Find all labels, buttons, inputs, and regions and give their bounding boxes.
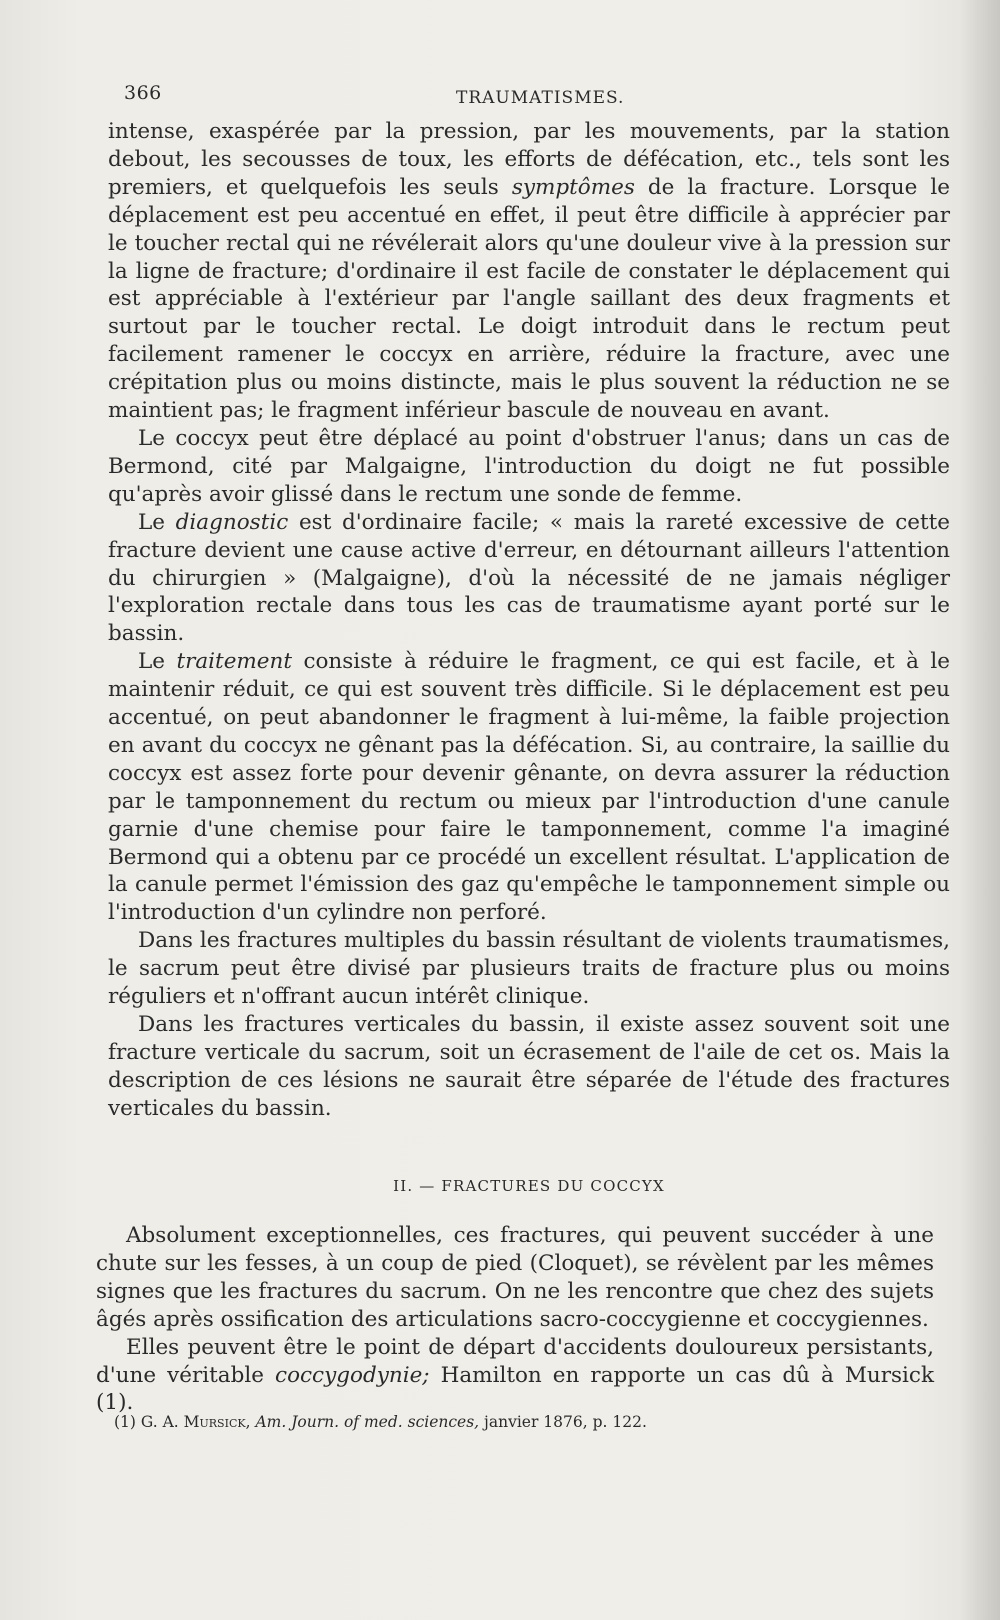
emphasis-diagnostic: diagnostic xyxy=(175,509,289,535)
footnote-reference[interactable]: (1) xyxy=(96,1390,127,1416)
page-number: 366 xyxy=(124,82,162,104)
footnote-journal: Am. Journ. of med. sciences, xyxy=(255,1413,480,1431)
footnote xyxy=(114,1412,934,1432)
footnote-author: G. A. Mursick, xyxy=(140,1413,251,1431)
paragraph-obstruction: Le coccyx peut être déplacé au point d'obstruer l'anus; dans un cas de Bermond, cité par Malgaigne, l'introduction du doigt ne fut possible qu'après avoir glissé dans le rectum une sonde de femme. xyxy=(108,425,950,507)
page-edge-shadow xyxy=(960,0,1000,1620)
emphasis-symptomes: symptômes xyxy=(511,174,635,200)
page-header xyxy=(124,82,954,112)
running-title: TRAUMATISMES. xyxy=(456,88,625,108)
coccyx-text xyxy=(96,1222,934,1417)
paragraph-fractures-verticales: Dans les fractures verticales du bassin, il existe assez souvent soit une fracture verticale du sacrum, soit un écrasement de l'aile de cet os. Mais la description de ces lésions ne saurait être séparée de l'étude des fractures verticales du bassin. xyxy=(108,1012,950,1121)
emphasis-traitement: traitement xyxy=(176,649,293,675)
main-text xyxy=(108,118,950,1123)
section-title: II. — FRACTURES DU COCCYX xyxy=(393,1177,665,1195)
emphasis-coccygodynie: coccygodynie; xyxy=(275,1362,430,1388)
footnote-date: janvier 1876, p. 122. xyxy=(479,1413,647,1431)
paragraph-diagnostic: Le diagnostic est d'ordinaire facile; « mais la rareté excessive de cette fracture devient une cause active d'erreur, en détournant ailleurs l'attention du chirurgien » (Malgaigne), d'où la nécessité de ne jamais négliger l'exploration rectale dans tous les cas de traumatisme ayant porté sur le bassin. xyxy=(108,509,950,647)
paragraph-traitement: Le traitement consiste à réduire le fragment, ce qui est facile, et à le maintenir réduit, ce qui est souvent très difficile. Si le déplacement est peu accentué, on peut abandonner le fragment à lui-même, la faible projection en avant du coccyx ne gênant pas la défécation. Si, au contraire, la saillie du coccyx est assez forte pour devenir gênante, on devra assurer la réduction par le tamponnement du rectum ou mieux par l'introduction d'une canule garnie d'une chemise pour faire le tamponnement, comme l'a imaginé Bermond qui a obtenu par ce procédé un excellent résultat. L'application de la canule permet l'émission des gaz qu'empêche le tamponnement simple ou l'introduction d'un cylindre non perforé. xyxy=(108,649,950,926)
paragraph-coccygodynie: Elles peuvent être le point de départ d'accidents douloureux persistants, d'une véritable coccygodynie; Hamilton en rapporte un cas dû à Mursick (1). xyxy=(96,1334,934,1416)
paragraph-coccyx-intro: Absolument exceptionnelles, ces fractures, qui peuvent succéder à une chute sur les fesses, à un coup de pied (Cloquet), se révèlent par les mêmes signes que les fractures du sacrum. On ne les rencontre que chez des sujets âgés après ossification des articulations sacro-coccygienne et coccygiennes. xyxy=(96,1223,934,1332)
paragraph-fractures-multiples: Dans les fractures multiples du bassin résultant de violents traumatismes, le sacrum peut être divisé par plusieurs traits de fracture plus ou moins réguliers et n'offrant aucun intérêt clinique. xyxy=(108,928,950,1010)
footnote-marker: (1) xyxy=(114,1413,136,1431)
paragraph-symptoms: intense, exaspérée par la pression, par les mouvements, par la station debout, les secousses de toux, les efforts de défécation, etc., tels sont les premiers, et quelquefois les seuls symptômes de la fracture. Lorsque le déplacement est peu accentué en effet, il peut être difficile à apprécier par le toucher rectal qui ne révélerait alors qu'une douleur vive à la pression sur la ligne de fracture; d'ordinaire il est facile de constater le déplacement qui est appréciable à l'extérieur par l'angle saillant des deux fragments et surtout par le toucher rectal. Le doigt introduit dans le rectum peut facilement ramener le coccyx en arrière, réduire la fracture, avec une crépitation plus ou moins distincte, mais le plus souvent la réduction ne se maintient pas; le fragment inférieur bascule de nouveau en avant. xyxy=(108,119,950,424)
